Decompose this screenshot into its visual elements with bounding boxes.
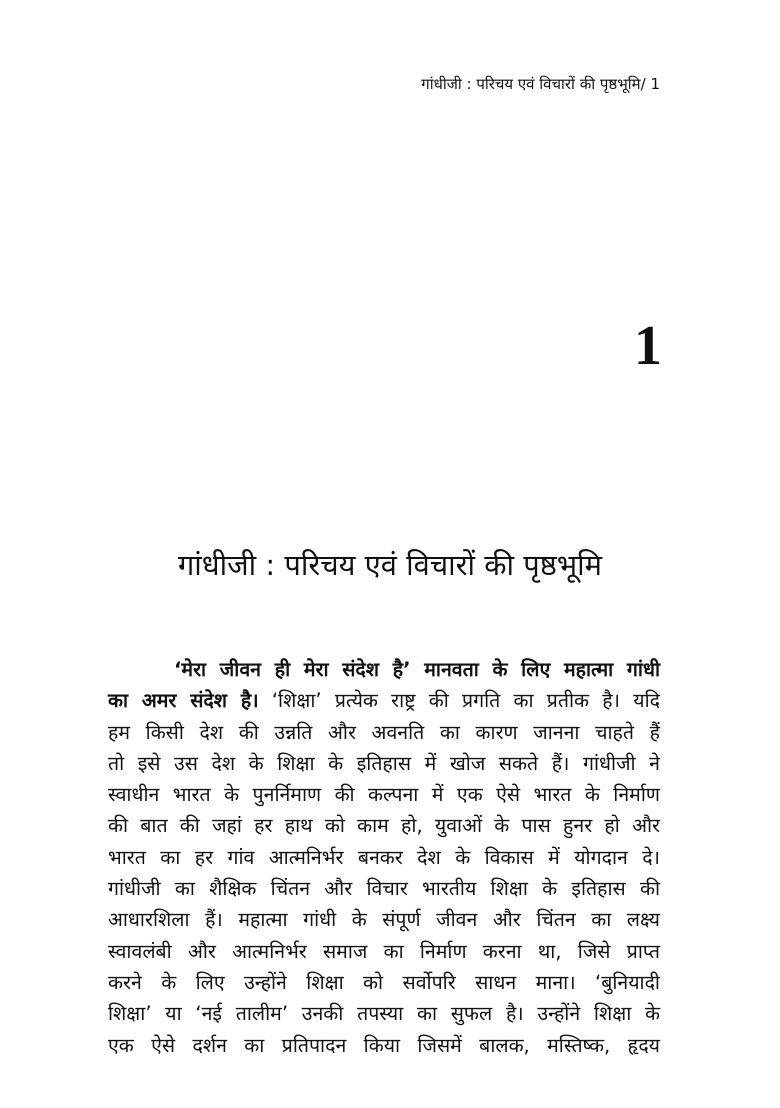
text-line: की बात की जहां हर हाथ को काम हो, युवाओं के पास हुनर हो और — [108, 814, 660, 838]
bold-quote: ‘मेरा जीवन ही मेरा संदेश है’ — [174, 658, 411, 681]
text-line — [108, 654, 660, 685]
text-line: भारत का हर गांव आत्मनिर्भर बनकर देश के विकास में योगदान दे। — [108, 845, 660, 869]
text-line: स्वावलंबी और आत्मनिर्भर समाज का निर्माण करना था, जिसे प्राप्त — [108, 939, 660, 963]
text-line: करने के लिए उन्होंने शिक्षा को सर्वोपरि साधन माना। ‘बुनियादी — [108, 970, 660, 994]
text-line: तो इसे उस देश के शिक्षा के इतिहास में खोज सकते हैं। गांधीजी ने — [108, 751, 660, 775]
body-paragraph — [108, 654, 660, 1061]
bold-text: का अमर संदेश है। — [108, 689, 259, 713]
text-line: हम किसी देश की उन्नति और अवनति का कारण जानना चाहते हैं — [108, 720, 660, 744]
bold-text: मानवता के लिए महात्मा गांधी — [410, 658, 660, 681]
text-line: स्वाधीन भारत के पुनर्निमाण की कल्पना में एक ऐसे भारत के निर्माण — [108, 783, 660, 807]
chapter-number: 1 — [634, 315, 662, 377]
running-header: गांधीजी : परिचय एवं विचारों की पृष्ठभूमि/ 1 — [421, 75, 660, 93]
text: ‘शिक्षा’ प्रत्येक राष्ट्र की प्रगति का प्रतीक है। यदि — [258, 689, 660, 713]
text-line: शिक्षा’ या ‘नई तालीम’ उनकी तपस्या का सुफल है। उन्होंने शिक्षा के — [108, 1002, 660, 1026]
text-line: गांधीजी का शैक्षिक चिंतन और विचार भारतीय शिक्षा के इतिहास की — [108, 877, 660, 901]
chapter-title: गांधीजी : परिचय एवं विचारों की पृष्ठभूमि — [177, 548, 603, 582]
text-line — [108, 685, 660, 716]
text-line: आधारशिला हैं। महात्मा गांधी के संपूर्ण जीवन और चिंतन का लक्ष्य — [108, 908, 660, 932]
text-line: एक ऐसे दर्शन का प्रतिपादन किया जिसमें बालक, मस्तिष्क, हृदय — [108, 1033, 660, 1057]
